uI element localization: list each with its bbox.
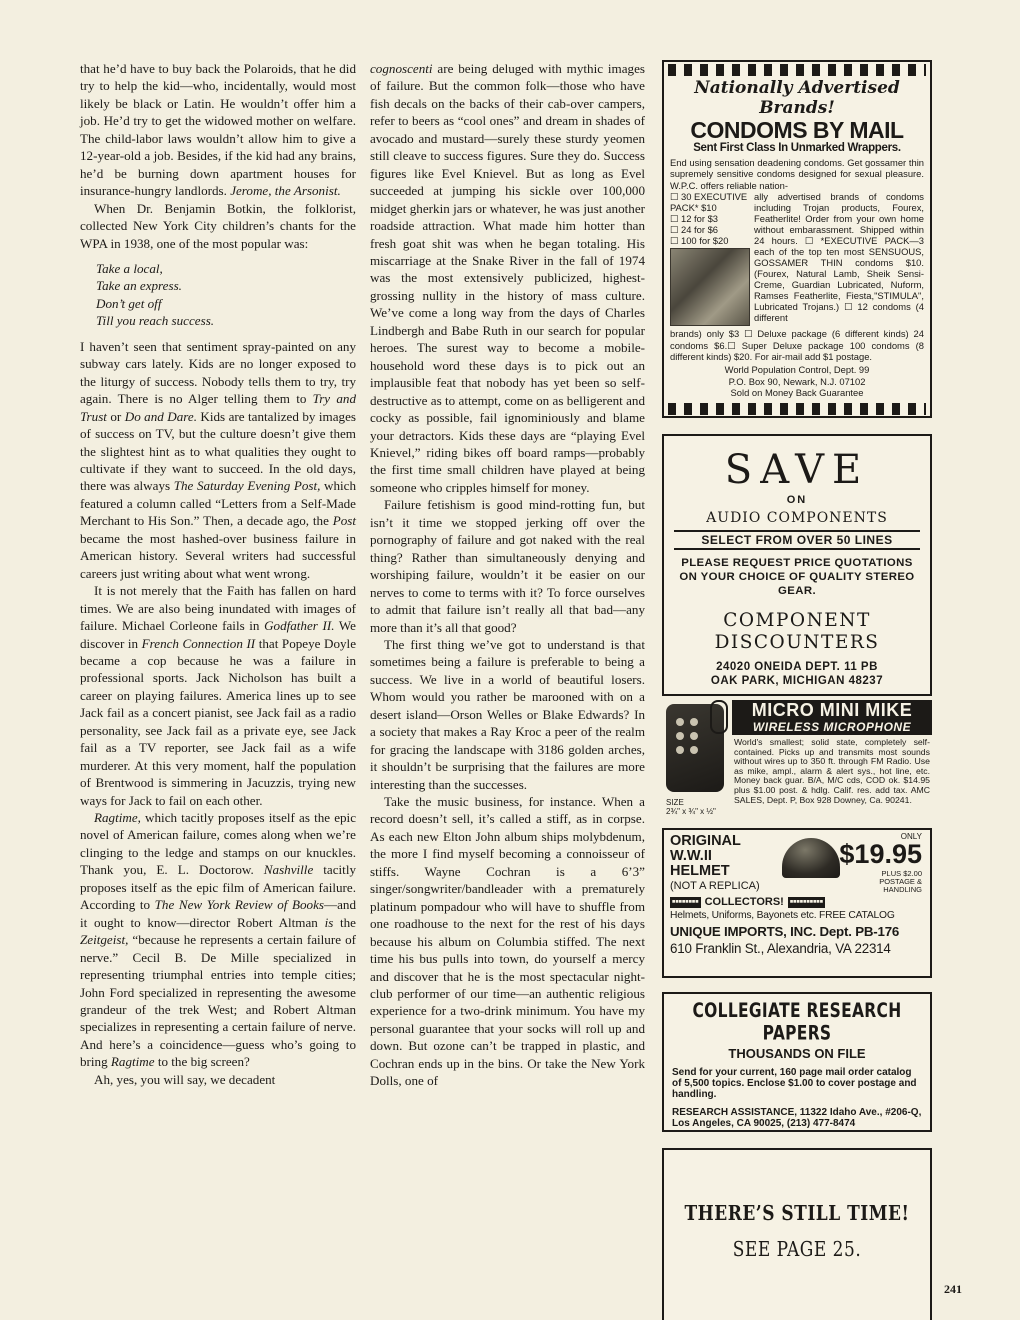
- ad-address-3: Sold on Money Back Guarantee: [730, 387, 864, 399]
- ad-audio-components: AUDIO COMPONENTS: [706, 510, 888, 526]
- ad-price: $19.95: [839, 839, 922, 869]
- verse-line: Take a local,: [96, 260, 163, 276]
- ad-save-audio: [662, 434, 932, 696]
- title-line-1: ORIGINAL: [670, 833, 741, 849]
- paragraph: Take the music business, for instance. When a record doesn’t sell, it’s called a stiff, as in corpse. As each new Elton John album ships molybdenum, the more I find myself becoming a connoisseur of stiffs. Wayne Cochran is a 6’3” singer/songwriter/bandleader with a prematurely platinum pompadour who will have to shuffle from one roadhouse to the next for the rest of his days because his album on Columbia stiffed. The next time his bus pulls into town, do yourself a mercy and discover that he is the most spectacular night-club performer of our time—an authentic religious experience for a two-drink minimum. You have my personal guarantee that your socks will roll up and down. But ozone can’t be trapped in plastic, and Cochran ends up in the bins. Or take the New York Dolls, one of: [370, 794, 645, 1089]
- ad-subhead: Sent First Class In Unmarked Wrappers.: [693, 142, 901, 154]
- paragraph: I haven’t seen that sentiment spray-painted on any subway cars lately. Kids are no longer exposed to the liturgy of success. Nobody tells them to try, try again. There is no Alger telling them to Try and Trust or Do and Dare. Kids are tantalized by images of success on TV, but the culture doesn’t give them the slightest hint as to what qualities they ought to cultivate if they want to succeed. In the old days, there was always The Saturday Evening Post, which featured a column called “Letters from a Self-Made Merchant to His Son.” Then, a decade ago, the Post became the most hashed-over business failure in American history. Several writers had successful careers just writing about what went wrong.: [80, 338, 356, 581]
- ad-condoms-by-mail: [662, 60, 932, 418]
- ad-company-2: DISCOUNTERS: [714, 632, 880, 653]
- ad-options-row: [664, 191, 930, 328]
- ad-brand-line: Nationally Advertised Brands!: [694, 78, 900, 118]
- ad-on: ON: [786, 494, 808, 506]
- decorative-bar-right: ■■■■■■■■■■: [788, 897, 825, 908]
- paragraph: Ragtime, which tacitly proposes itself as the epic novel of American failure, comes along when we’re clinging to the ledge and stamps on our knuckles. Thank you, E. L. Doctorow. Nashville tacitly proposes itself as the epic film of American failure. According to The New York Review of Books—and it ought to know—director Robert Altman is the Zeitgeist, “because he represents a certain failure of nerve.” Cecil B. De Mille specialized in representing triumphal entries into temple cities; John Ford specialized in representing the awesome grandeur of the trek West; and Robert Altman specializes in representing a certain failure of nerve. And here’s a coincidence—guess who’s going to bring Ragtime to the big screen?: [80, 810, 357, 1070]
- verse-line: Till you reach success.: [96, 313, 215, 329]
- helmet-icon: [782, 838, 840, 878]
- ad-intro: End using sensation deadening condoms. Get gossamer thin supremely sensitive condoms designed for sexual pleasure. W.P.C. offers reliable nation-: [670, 157, 924, 191]
- order-option: ☐ 12 for $3: [670, 213, 719, 225]
- ad-title: [670, 834, 741, 879]
- paragraph: Ah, yes, you will say, we decadent: [94, 1071, 276, 1087]
- ad-micro-mini-mike: [662, 700, 932, 826]
- ad-address: RESEARCH ASSISTANCE, 11322 Idaho Ave., #206-Q, Los Angeles, CA 90025, (213) 477-8474: [672, 1107, 922, 1129]
- paragraph: It is not merely that the Faith has fallen on hard times. We are also being inundated with images of failure. Michael Corleone fails in Godfather II. We discover in French Connection II that Popeye Doyle became a cop because he was a failure in professional sports. Jack Nicholson has built a career on playing failures. America lines up to see Jack fail as a concert pianist, see Jack fail as a radio personality, see Jack fail as a private eye, see Jack fail as a TV reporter, see Jack fail as a wife murderer. At this very moment, half the population of Brentwood is simmering in Jacuzzis, trying new ways for Jack to fail on each other.: [80, 583, 357, 808]
- ad-collectors-bar: [670, 896, 926, 908]
- ad-address: 610 Franklin St., Alexandria, VA 22314: [670, 941, 891, 956]
- zigzag-border-bottom: [668, 403, 926, 415]
- ad-line-2: SEE PAGE 25.: [732, 1238, 862, 1262]
- ad-title: COLLEGIATE RESEARCH PAPERS: [692, 999, 902, 1045]
- paragraph: Failure fetishism is good mind-rotting fun, but isn’t it time we stopped jerking off over the pornography of failure and got naked with the real thing? Rather than simultaneously denying and worshiping failure, wouldn’t it be easier on our nerves to come to terms with it? To force ourselves to admit that failure isn’t really all that bad—any more than it’s all that good?: [370, 497, 645, 635]
- size-value: 2¾" x ¾" x ½": [666, 807, 716, 816]
- ad-select-lines: SELECT FROM OVER 50 LINES: [674, 530, 920, 550]
- ad-headline: CONDOMS BY MAIL: [690, 117, 904, 143]
- ad-address-2: P.O. Box 90, Newark, N.J. 07102: [728, 375, 866, 387]
- ad-title: MICRO MINI MIKE: [732, 700, 932, 720]
- ad-company-1: COMPONENT: [723, 610, 871, 631]
- decorative-bar-left: ■■■■■■■■: [670, 897, 701, 908]
- paperclip-icon: [710, 700, 728, 734]
- ad-side-text: ally advertised brands of condoms including Trojan products, Fourex, Featherlite! Order from your own home without embarassment. Shipped within 24 hours. ☐ *EXECUTIVE PACK—3 each of the top ten most SENSUOUS, GOSSAMER THIN condoms $10. (Fourex, Natural Lamb, Sheik Sensi-Creme, Guardian Lubricated, Nuform, Ramses Featherlite, Fiesta,"STIMULA", Lubricated Trojans.) ☐ 12 condoms (4 different: [754, 191, 924, 324]
- ad-bottom-text: brands) only $3 ☐ Deluxe package (6 different kinds) 24 condoms $6.☐ Super Deluxe package 100 condoms (8 different kinds) $20. For air-mail add $1 postage.: [670, 328, 924, 363]
- ad-catalog: Helmets, Uniforms, Bayonets etc. FREE CATALOG: [670, 910, 895, 921]
- paragraph: cognoscenti are being deluged with mythic images of failure. But the common folk—those who have fish decals on the backs of their cab-over campers, refer to beers as “cool ones” and dream in shades of avocado and mustard—surely these sturdy yeomen still cleave to success figures. Sure they do. Success figures like Evel Knievel. But as long as Evel succeeded at jumping his sickle over 100,000 midget gherkin jars or whatever, he was just another roadside attraction. What made him hotter than fresh goat shit was when he began totaling. His miscarriage at the Snake River in the fall of 1974 was the most extensively publicized, highest-grossing nullity in the history of mass culture. We’ve come a long way from the days of Charles Lindbergh and Babe Ruth in our search for popular heroes. The surest way to become a mobile-household word these days is to pick out an implausible feat that nobody has yet been so self-destructive as to attempt, come on as belligerent and cocky as possible, fail ignominiously and blame your detractors. Kids these days are “playing Evel Knievel,” riding bikes off board ramps—probably the first time small children have played at being someone who cripples himself for money.: [370, 61, 645, 495]
- paragraph: The first thing we’ve got to understand is that sometimes being a failure is preferable to being a success. We live in a world of beautiful losers. Whom would you rather be marooned with on a desert island—Orson Welles or Blake Edwards? In a society that makes a Ray Kroc a peer of the realm for gracing the landscape with 3186 golden arches, it shouldn’t be surprising that the failures are more interesting than the successes.: [370, 636, 645, 792]
- ad-not-replica: (NOT A REPLICA): [670, 880, 760, 892]
- title-line-2: W.W.II: [670, 848, 712, 864]
- ad-send: Send for your current, 160 page mail order catalog of 5,500 topics. Enclose $1.00 to cover postage and handling.: [672, 1067, 917, 1100]
- order-option: ☐ 24 for $6: [670, 224, 719, 236]
- ad-options-list: [670, 191, 750, 328]
- ad-please-request: PLEASE REQUEST PRICE QUOTATIONS ON YOUR CHOICE OF QUALITY STEREO GEAR.: [679, 557, 915, 597]
- ad-address-1: 24020 ONEIDA DEPT. 11 PB: [716, 661, 878, 673]
- ad-company: UNIQUE IMPORTS, INC. Dept. PB-176: [670, 924, 900, 939]
- verse-line: Take an express.: [96, 278, 182, 294]
- ad-size: [666, 798, 716, 816]
- ad-research-papers: [662, 992, 932, 1132]
- size-label: SIZE: [666, 798, 684, 807]
- ad-address-1: World Population Control, Dept. 99: [724, 364, 870, 376]
- order-option: ☐ 30 EXECUTIVE PACK* $10: [670, 191, 748, 214]
- ad-ww2-helmet: [662, 828, 932, 978]
- article-column-2: [370, 60, 645, 1090]
- ad-save-title: SAVE: [724, 447, 870, 493]
- ad-subtitle: WIRELESS MICROPHONE: [732, 720, 932, 735]
- paragraph: When Dr. Benjamin Botkin, the folklorist, collected New York City children’s chants for the WPA in 1938, one of the most popular was:: [80, 200, 356, 251]
- verse-line: Don’t get off: [96, 295, 162, 311]
- zigzag-border-top: [668, 64, 926, 76]
- order-option: ☐ 100 for $20: [670, 235, 729, 247]
- chant-verse: [96, 260, 356, 330]
- ad-body: World's smallest; solid state, completely self-contained. Picks up and transmits most sounds without wires up to 350 ft. through FM Radio. Use as mike, ampl., alarm & alert sys., hot line, etc. Money back guar. B/A, M/C cds, COD ok. $14.95 plus $1.00 post. & hdlg. Calif. res. add tax. AMC SALES, Dept. P, Box 928 Downey, Ca. 90241.: [734, 737, 930, 805]
- product-photo: [670, 248, 750, 326]
- ad-subtitle: THOUSANDS ON FILE: [728, 1046, 866, 1061]
- ad-postage: PLUS $2.00 POSTAGE & HANDLING: [879, 869, 922, 894]
- title-line-3: HELMET: [670, 863, 730, 879]
- paragraph: that he’d have to buy back the Polaroids, that he did try to help the kid—who, incidentally, would most likely be black or Latin. He wouldn’t offer him a job. He’d try to get the widowed mother on welfare. The child-labor laws wouldn’t allow him to give a 12-year-old a job. Besides, if the kid had any brains, he’d be burning down apartment houses for insurance-hungry landlords. Jerome, the Arsonist.: [80, 61, 356, 199]
- ad-address-2: OAK PARK, MICHIGAN 48237: [710, 675, 884, 687]
- ad-only: ONLY: [900, 832, 922, 841]
- ad-still-time: [662, 1148, 932, 1320]
- page-number: 241: [944, 1282, 962, 1296]
- article-column-1: [80, 60, 356, 1088]
- ad-collectors: COLLECTORS!: [704, 896, 784, 908]
- ad-line-1: THERE’S STILL TIME!: [684, 1202, 910, 1226]
